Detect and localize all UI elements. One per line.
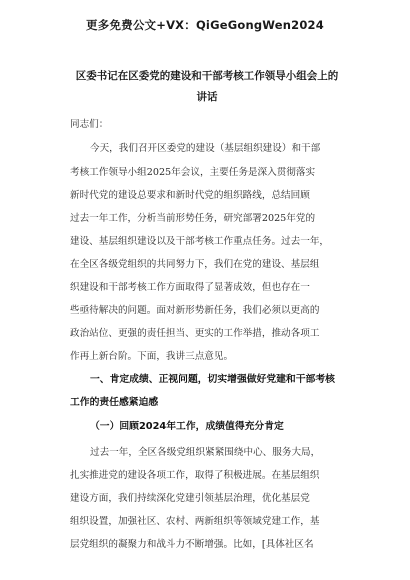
title-line-2: 讲话: [196, 91, 218, 103]
promo-header: 更多免费公文+VX：QiGeGongWen2024: [86, 18, 324, 32]
body-line: 建设、基层组织建设以及干部考核工作重点任务。过去一年，: [70, 236, 330, 247]
body-line: 建设方面，我们持续深化党建引领基层治理，优化基层党: [70, 493, 310, 504]
title-line-1: 区委书记在区委党的建设和干部考核工作领导小组会上的: [75, 70, 339, 82]
body-line: 考核工作领导小组2025年会议，主要任务是深入贯彻落实: [70, 167, 316, 178]
body-line: 政治站位、更强的责任担当、更实的工作举措，推动各项工: [70, 328, 320, 339]
body-line: 在全区各级党组织的共同努力下，我们在党的建设、基层组: [70, 259, 320, 270]
salutation: 同志们：: [70, 119, 109, 130]
body-line: 过去一年工作，分析当前形势任务，研究部署2025年党的: [70, 213, 316, 224]
body-line: 作再上新台阶。下面，我讲三点意见。: [70, 351, 234, 362]
body-line: 织建设和干部考核工作方面取得了显著成效，但也存在一: [70, 282, 310, 293]
body-line: 层党组织的凝聚力和战斗力不断增强。比如，[具体社区名: [70, 539, 314, 550]
body-line: 今天，我们召开区委党的建设（基层组织建设）和干部: [90, 143, 321, 154]
body-line: 组织设置，加强社区、农村、两新组织等领域党建工作，基: [70, 516, 320, 527]
document-title: [48, 66, 366, 108]
body-line: 扎实推进党的建设各项工作，取得了积极进展。在基层组织: [70, 470, 320, 481]
body-line: 过去一年，全区各级党组织紧紧围绕中心、服务大局，: [90, 447, 321, 458]
section-heading-cont: 工作的责任感紧迫感: [70, 397, 159, 408]
body-line: 新时代党的建设总要求和新时代党的组织路线，总结回顾: [70, 190, 310, 201]
body-line: 些亟待解决的问题。面对新形势新任务，我们必须以更高的: [70, 305, 320, 316]
subsection-heading: （一）回顾2024年工作，成绩值得充分肯定: [90, 421, 284, 432]
section-heading: 一、肯定成绩、正视问题，切实增强做好党建和干部考核: [90, 374, 335, 385]
